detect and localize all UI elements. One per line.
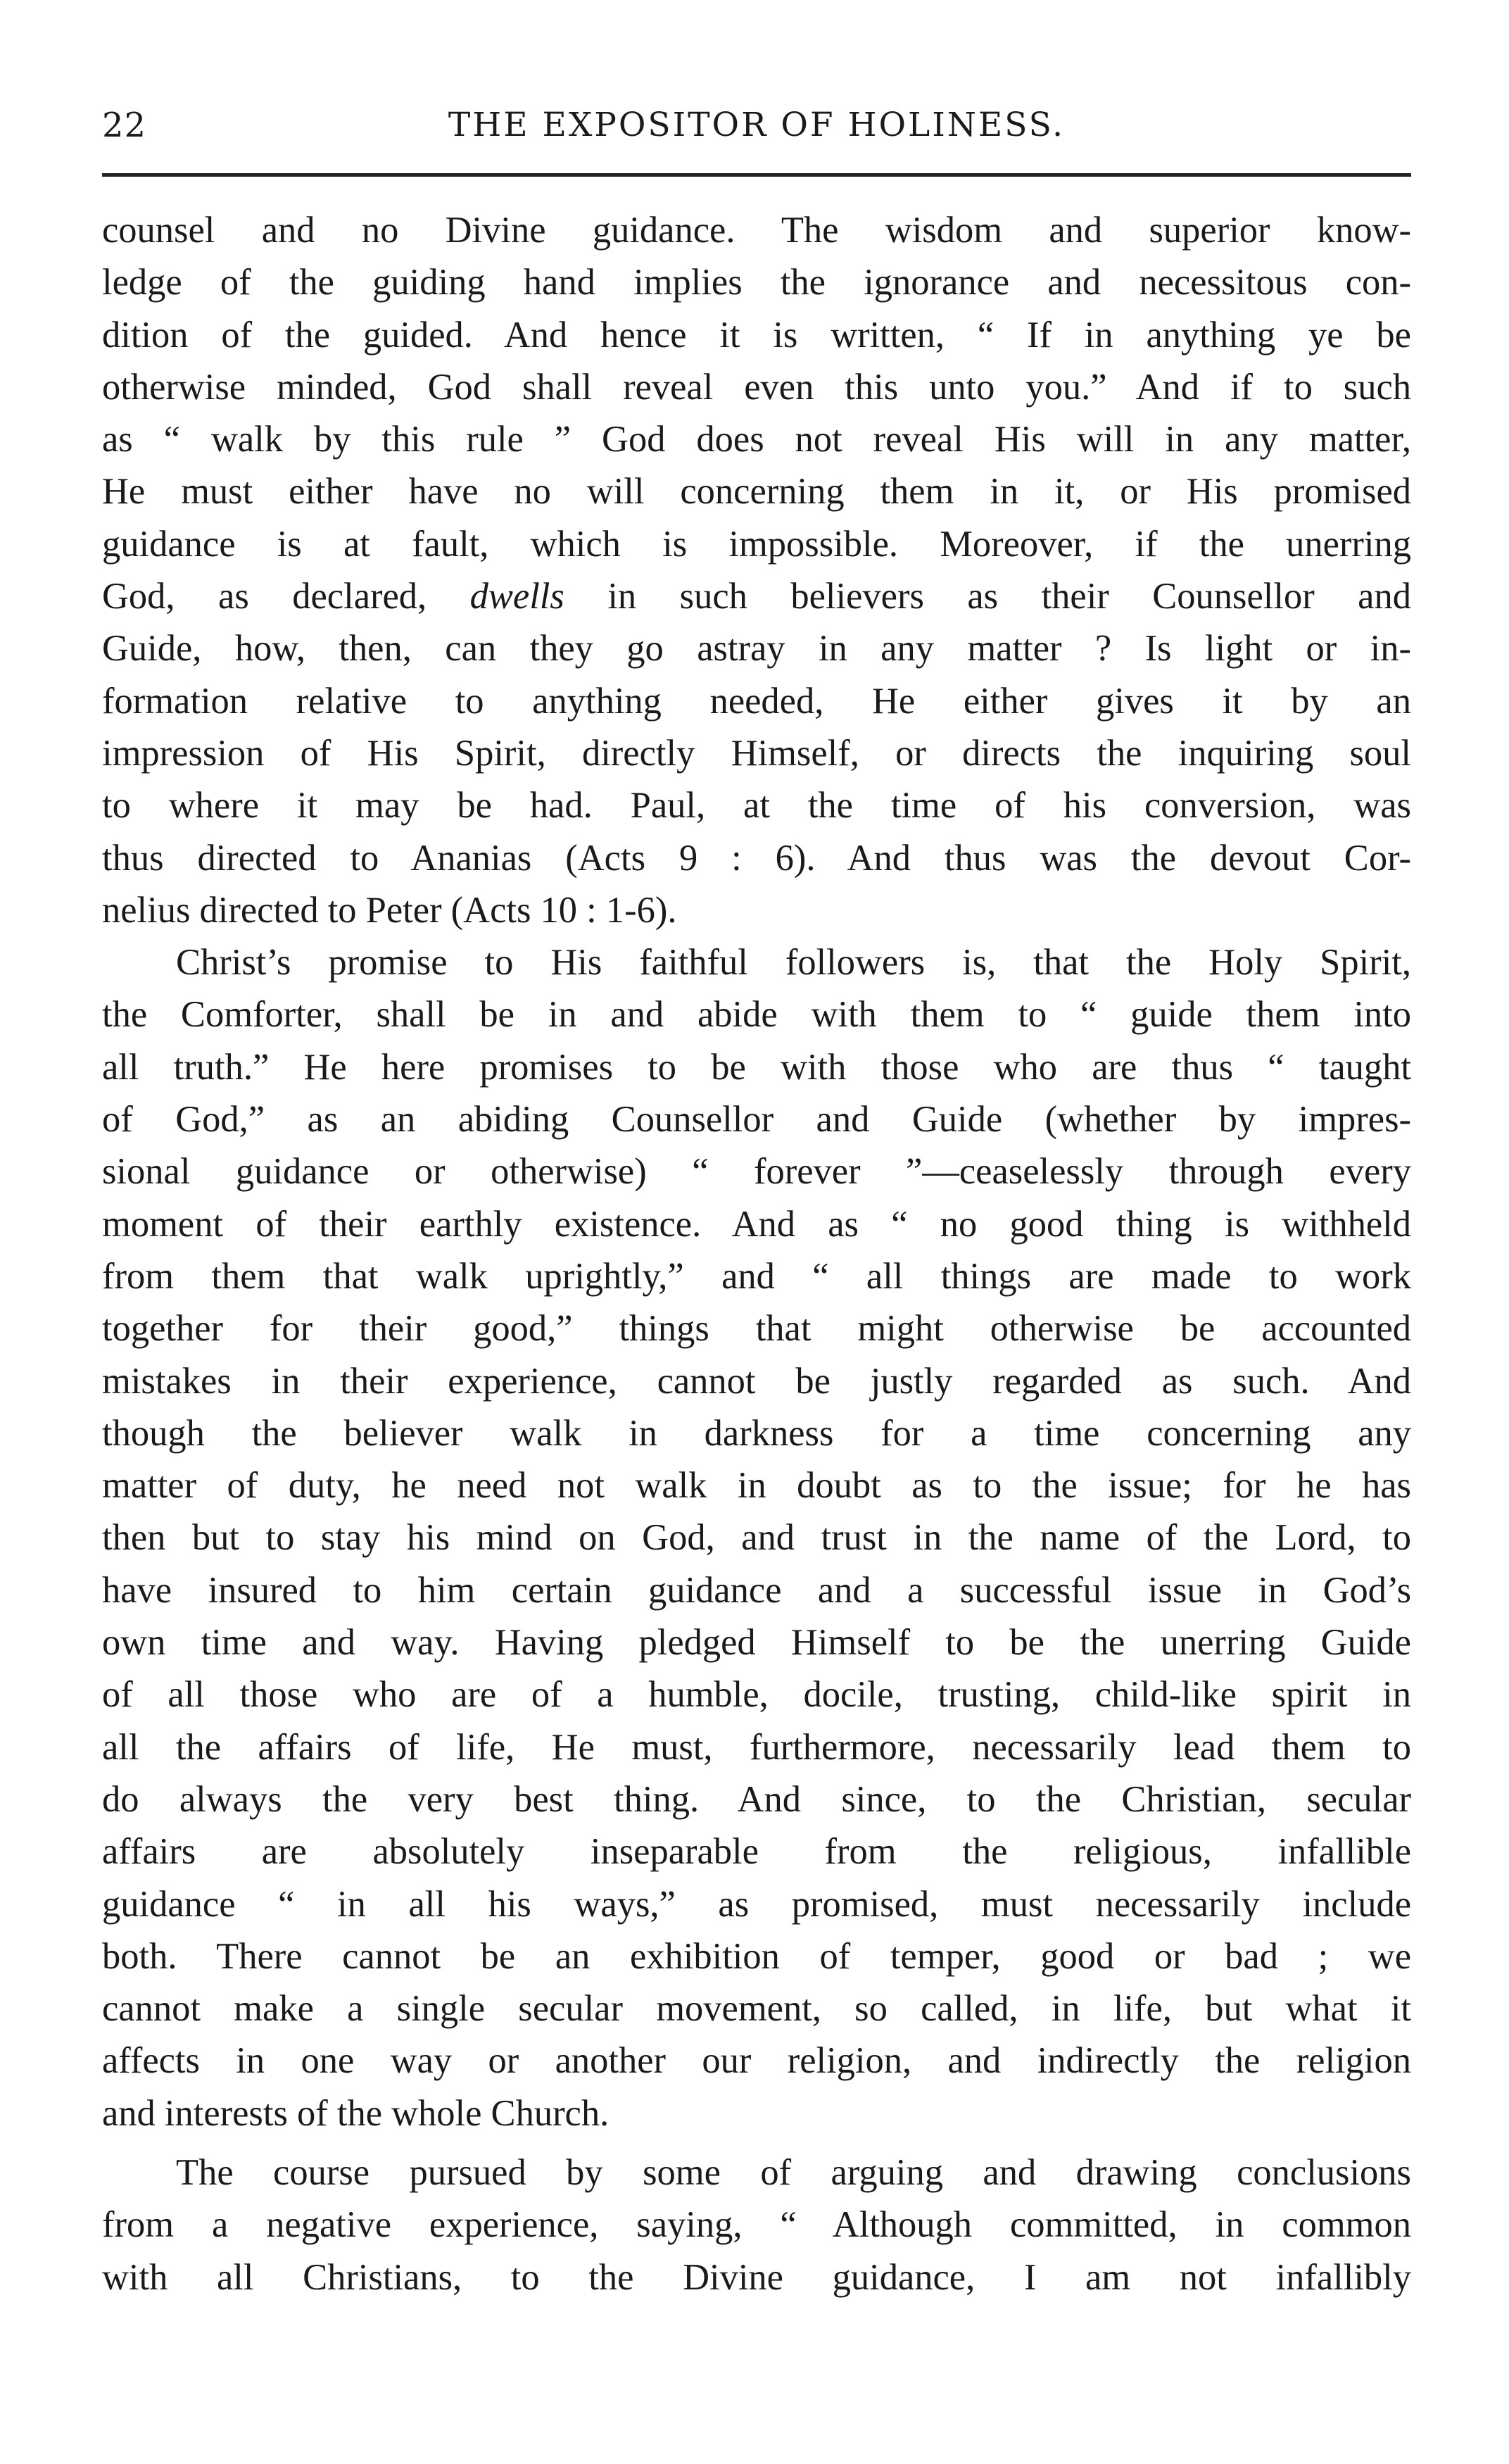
text-line: as “ walk by this rule ” God does not reveal His will in any matter, bbox=[102, 419, 1411, 460]
text-line: sional guidance or otherwise) “ forever ”—ceaselessly through every bbox=[102, 1151, 1411, 1193]
text-line: affects in one way or another our religion, and indirectly the religion bbox=[102, 2040, 1411, 2082]
page-number: 22 bbox=[102, 106, 147, 145]
text-line: ledge of the guiding hand implies the ignorance and necessitous con- bbox=[102, 262, 1411, 303]
text-line: impression of His Spirit, directly Himself, or directs the inquiring soul bbox=[102, 732, 1411, 774]
text-line: the Comforter, shall be in and abide with them to “ guide them into bbox=[102, 994, 1411, 1036]
text-segment: in such believers as their Counsellor and bbox=[564, 576, 1411, 617]
text-line: affairs are absolutely inseparable from the religious, infallible bbox=[102, 1831, 1411, 1873]
running-title: THE EXPOSITOR OF HOLINESS. bbox=[448, 106, 1066, 144]
text-line: then but to stay his mind on God, and trust in the name of the Lord, to bbox=[102, 1517, 1411, 1559]
text-line: formation relative to anything needed, He either gives it by an bbox=[102, 680, 1411, 722]
text-line: mistakes in their experience, cannot be justly regarded as such. And bbox=[102, 1360, 1411, 1402]
text-line: Guide, how, then, can they go astray in any matter ? Is light or in- bbox=[102, 628, 1411, 670]
text-line: do always the very best thing. And since, to the Christian, secular bbox=[102, 1778, 1411, 1820]
text-line: of all those who are of a humble, docile, trusting, child-like spirit in bbox=[102, 1674, 1411, 1716]
text-line: cannot make a single secular movement, so called, in life, but what it bbox=[102, 1988, 1411, 2030]
text-line: of God,” as an abiding Counsellor and Guide (whether by impres- bbox=[102, 1099, 1411, 1140]
text-line: moment of their earthly existence. And as “ no good thing is withheld bbox=[102, 1203, 1411, 1245]
text-line: though the believer walk in darkness for a time concerning any bbox=[102, 1412, 1411, 1454]
text-line: own time and way. Having pledged Himself to be the unerring Guide bbox=[102, 1622, 1411, 1664]
text-line: dition of the guided. And hence it is written, “ If in anything ye be bbox=[102, 314, 1411, 356]
text-line: with all Christians, to the Divine guidance, I am not infallibly bbox=[102, 2256, 1411, 2298]
text-line: from a negative experience, saying, “ Although committed, in common bbox=[102, 2204, 1411, 2246]
paragraph-3 bbox=[102, 2146, 1411, 2303]
paragraph-1 bbox=[102, 204, 1411, 936]
paragraph-2 bbox=[102, 936, 1411, 2139]
body-text bbox=[102, 204, 1411, 2303]
text-segment: God, as declared, bbox=[102, 576, 470, 617]
text-line: nelius directed to Peter (Acts 10 : 1-6). bbox=[102, 889, 677, 931]
text-line: from them that walk uprightly,” and “ all things are made to work bbox=[102, 1255, 1411, 1297]
text-line: He must either have no will concerning them in it, or His promised bbox=[102, 471, 1411, 513]
text-line: Christ’s promise to His faithful followers is, that the Holy Spirit, bbox=[176, 942, 1411, 983]
text-line: matter of duty, he need not walk in doubt as to the issue; for he has bbox=[102, 1465, 1411, 1507]
text-line: The course pursued by some of arguing and drawing conclusions bbox=[176, 2151, 1411, 2193]
book-page bbox=[102, 106, 1411, 2298]
text-line: guidance is at fault, which is impossible. Moreover, if the unerring bbox=[102, 523, 1411, 565]
text-line: together for their good,” things that might otherwise be accounted bbox=[102, 1308, 1411, 1350]
text-line: all the affairs of life, He must, furthermore, necessarily lead them to bbox=[102, 1726, 1411, 1768]
text-line: to where it may be had. Paul, at the time of his conversion, was bbox=[102, 785, 1411, 826]
text-line: have insured to him certain guidance and a successful issue in God’s bbox=[102, 1569, 1411, 1611]
text-line: thus directed to Ananias (Acts 9 : 6). And thus was the devout Cor- bbox=[102, 837, 1411, 879]
text-line bbox=[102, 570, 1411, 622]
text-line: both. There cannot be an exhibition of temper, good or bad ; we bbox=[102, 1935, 1411, 1977]
text-line: counsel and no Divine guidance. The wisdom and superior know- bbox=[102, 210, 1411, 251]
text-line: guidance “ in all his ways,” as promised, must necessarily include bbox=[102, 1883, 1411, 1925]
text-line: otherwise minded, God shall reveal even this unto you.” And if to such bbox=[102, 366, 1411, 408]
italic-word: dwells bbox=[469, 576, 564, 617]
page-header bbox=[102, 106, 1411, 162]
text-line: and interests of the whole Church. bbox=[102, 2092, 610, 2134]
text-line: all truth.” He here promises to be with those who are thus “ taught bbox=[102, 1046, 1411, 1088]
header-rule bbox=[102, 173, 1411, 177]
